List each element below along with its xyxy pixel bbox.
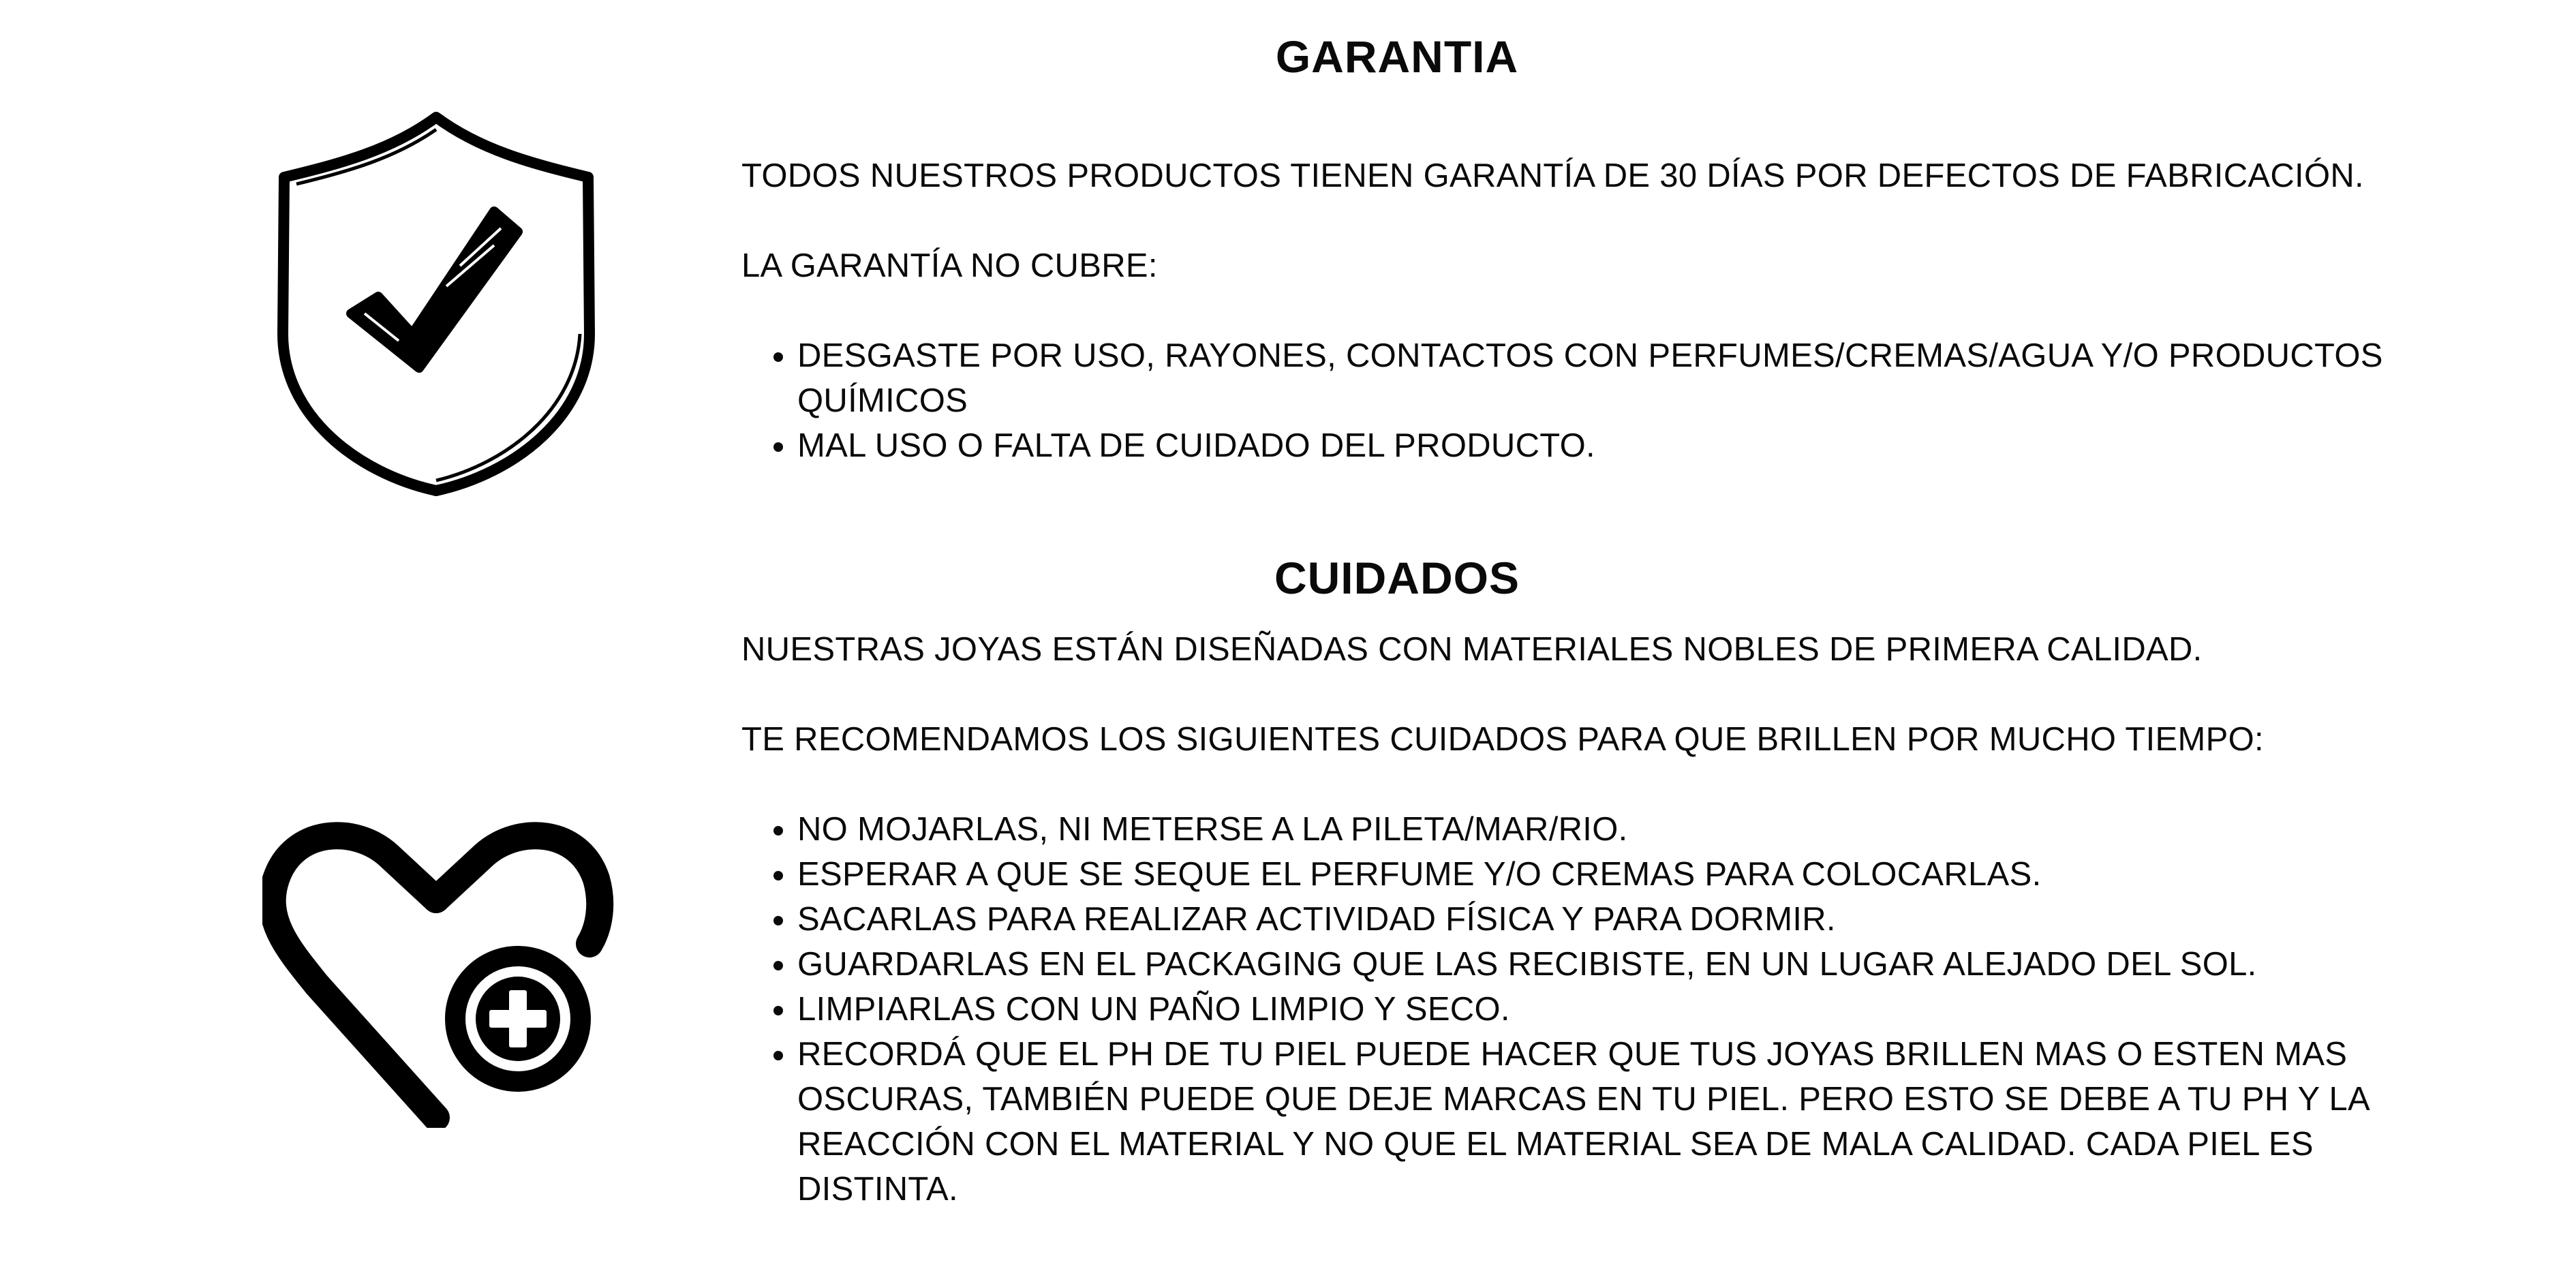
list-item: • NO MOJARLAS, NI METERSE A LA PILETA/MAR/RIO. [797, 807, 2459, 852]
list-item: • GUARDARLAS EN EL PACKAGING QUE LAS RECIBISTE, EN UN LUGAR ALEJADO DEL SOL. [797, 942, 2459, 987]
cuidados-section [741, 627, 2459, 1212]
garantia-intro: TODOS NUESTROS PRODUCTOS TIENEN GARANTÍA DE 30 DÍAS POR DEFECTOS DE FABRICACIÓN. [741, 157, 2364, 194]
cuidados-title: CUIDADOS [1274, 553, 1520, 603]
list-item: • ESPERAR A QUE SE SEQUE EL PERFUME Y/O CREMAS PARA COLOCARLAS. [797, 852, 2459, 897]
garantia-no-cubre: LA GARANTÍA NO CUBRE: [741, 247, 1158, 284]
list-item: • RECORDÁ QUE EL PH DE TU PIEL PUEDE HACER QUE TUS JOYAS BRILLEN MAS O ESTEN MAS OSCURAS, TAMBIÉN PUEDE QUE DEJE MARCAS EN TU PIEL. PERO ESTO SE DEBE A TU PH Y LA REACCIÓN CON EL MATERIAL Y NO QUE EL MATERIAL SEA DE MALA CALIDAD. CADA PIEL ES DISTINTA. [797, 1032, 2459, 1212]
list-item: • DESGASTE POR USO, RAYONES, CONTACTOS CON PERFUMES/CREMAS/AGUA Y/O PRODUCTOS QUÍMICOS [797, 333, 2459, 423]
shield-check-icon [276, 109, 596, 497]
cuidados-intro: NUESTRAS JOYAS ESTÁN DISEÑADAS CON MATERIALES NOBLES DE PRIMERA CALIDAD. [741, 631, 2203, 668]
list-item: • LIMPIARLAS CON UN PAÑO LIMPIO Y SECO. [797, 987, 2459, 1032]
list-item: • MAL USO O FALTA DE CUIDADO DEL PRODUCTO. [797, 423, 2459, 468]
garantia-list [741, 333, 2459, 468]
list-item: • SACARLAS PARA REALIZAR ACTIVIDAD FÍSICA Y PARA DORMIR. [797, 897, 2459, 942]
heart-plus-icon [262, 814, 617, 1128]
garantia-section [741, 153, 2459, 468]
garantia-title: GARANTIA [1275, 31, 1519, 82]
cuidados-list [741, 807, 2459, 1212]
cuidados-recomendamos: TE RECOMENDAMOS LOS SIGUIENTES CUIDADOS PARA QUE BRILLEN POR MUCHO TIEMPO: [741, 721, 2264, 758]
